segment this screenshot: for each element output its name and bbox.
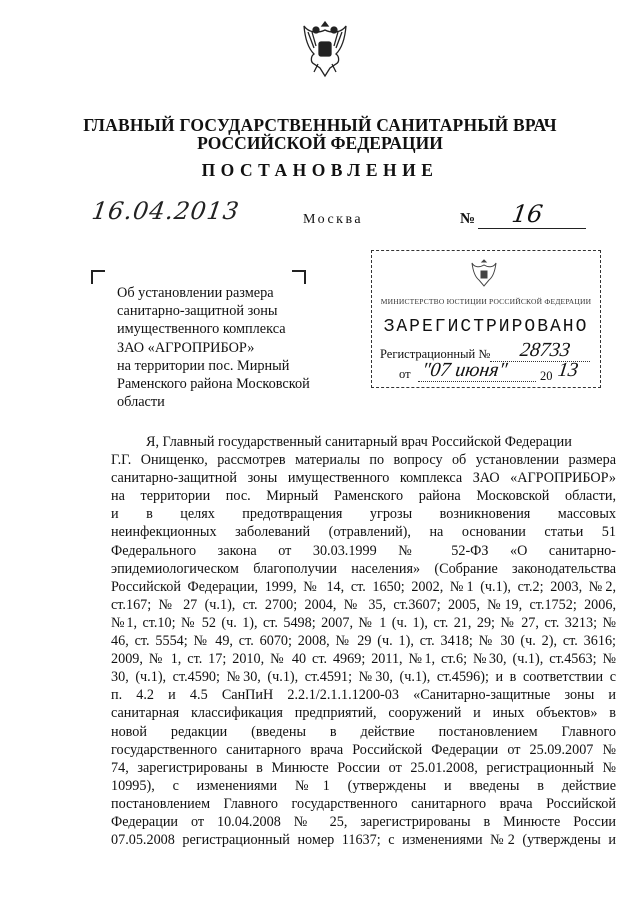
body-line: 10995), с изменениями №1 (утверждены и введены в действие (111, 777, 616, 794)
body-line: государственного санитарного врача Российской Федерации от 25.09.2007 № (111, 741, 616, 758)
subject-line: области (117, 394, 165, 411)
subject-line: на территории пос. Мирный (117, 357, 290, 374)
document-body (111, 433, 616, 849)
body-line: Российской Федерации, 1999, № 14, ст. 1650; 2002, №1 (ч.1), ст.2; 2003, №2, (111, 578, 616, 595)
body-line: 74, зарегистрированы в Минюсте России от 25.01.2008, регистрационный № (111, 759, 616, 776)
body-line: 2009, № 1, ст. 17; 2010, № 40 ст. 4969; 2011, №1, ст.6; №30, (ч.1), ст.4563; № (111, 651, 616, 668)
body-line: 46, ст. 5554; № 49, ст. 6070; 2008, № 29 (ч. 1), ст. 3418; № 30 (ч. 2), ст. 3616; (111, 633, 616, 650)
body-line: 30, (ч.1), ст.4590; №30, (ч.1), ст.4591; №30, (ч.1), ст.4596); и в соответствии с (111, 669, 616, 686)
document-number: 16 (510, 200, 545, 228)
subject-corner-right (292, 270, 306, 284)
body-line: 07.05.2008 регистрационный номер 11637; с изменениями №2 (утверждены и (111, 832, 616, 849)
subject-line: ЗАО «АГРОПРИБОР» (117, 339, 255, 356)
stamp-reg-number-label: Регистрационный № (380, 347, 491, 361)
body-line: эпидемиологическом благополучии населения» (Собрание законодательства (111, 560, 616, 577)
document-subject (117, 284, 337, 411)
body-line: Г.Г. Онищенко, рассмотрев материалы по вопросу об установлении размера (111, 452, 616, 469)
body-line: ст.167; № 27 (ч.1), ст. 2700; 2004, № 35, ст.3607; 2005, №19, ст.1752; 2006, (111, 596, 616, 613)
document-city: Москва (303, 212, 364, 227)
stamp-emblem-icon (469, 259, 499, 289)
subject-corner-left (91, 270, 105, 284)
body-line: №1, ст.10; № 52 (ч. 1), ст. 5498; 2007, № 1 (ч. 1), ст. 21, 29; № 27, ст. 3213; № (111, 614, 616, 631)
body-line: Федерального закона от 30.03.1999 № 52-ФЗ «О санитарно- (111, 542, 616, 559)
stamp-date-value: "07 июня" (420, 359, 509, 381)
document-date: 16.04.2013 (90, 197, 242, 225)
coat-of-arms-emblem (302, 18, 348, 80)
document-number-underline (478, 228, 586, 229)
stamp-ministry-name: МИНИСТЕРСТВО ЮСТИЦИИ РОССИЙСКОЙ ФЕДЕРАЦИИ (380, 297, 592, 306)
stamp-reg-number: 28733 (518, 339, 572, 361)
body-line: новой редакции (введены в действие постановлением Главного (111, 723, 616, 740)
body-line: и в целях предотвращения угрозы возникновения массовых (111, 506, 616, 523)
stamp-year-suffix: 13 (556, 359, 580, 381)
document-number-label: № (460, 211, 476, 227)
issuer-title-line1: ГЛАВНЫЙ ГОСУДАРСТВЕННЫЙ САНИТАРНЫЙ ВРАЧ (83, 115, 557, 135)
subject-line: имущественного комплекса (117, 321, 286, 338)
body-line: Федерации от 10.04.2008 № 25, зарегистрированы в Минюсте России (111, 813, 616, 830)
body-line: санитарно-защитной зоны имущественного комплекса ЗАО «АГРОПРИБОР» (111, 470, 616, 487)
body-line: неинфекционных заболеваний (отравлений), на основании статьи 51 (111, 524, 616, 541)
registration-stamp (371, 250, 601, 388)
subject-line: Об установлении размера (117, 285, 274, 301)
body-line: санитарная классификация предприятий, сооружений и иных объектов» в (111, 705, 616, 722)
stamp-registered-label: ЗАРЕГИСТРИРОВАНО (383, 317, 589, 337)
body-line: п. 4.2 и 4.5 СанПиН 2.2.1/2.1.1.1200-03 «Санитарно-защитные зоны и (111, 687, 616, 704)
stamp-year-prefix: 20 (540, 369, 553, 383)
stamp-date-label: от (399, 367, 411, 381)
subject-line: санитарно-защитной зоны (117, 303, 278, 320)
document-type-title: ПОСТАНОВЛЕНИЕ (201, 160, 439, 180)
body-line: Я, Главный государственный санитарный врач Российской Федерации (146, 434, 572, 450)
subject-line: Раменского района Московской (117, 376, 310, 393)
body-line: постановлением Главного государственного санитарного врача Российской (111, 795, 616, 812)
issuer-title-line2: РОССИЙСКОЙ ФЕДЕРАЦИИ (197, 133, 443, 153)
body-line: на территории пос. Мирный Раменского района Московской области, (111, 488, 616, 505)
